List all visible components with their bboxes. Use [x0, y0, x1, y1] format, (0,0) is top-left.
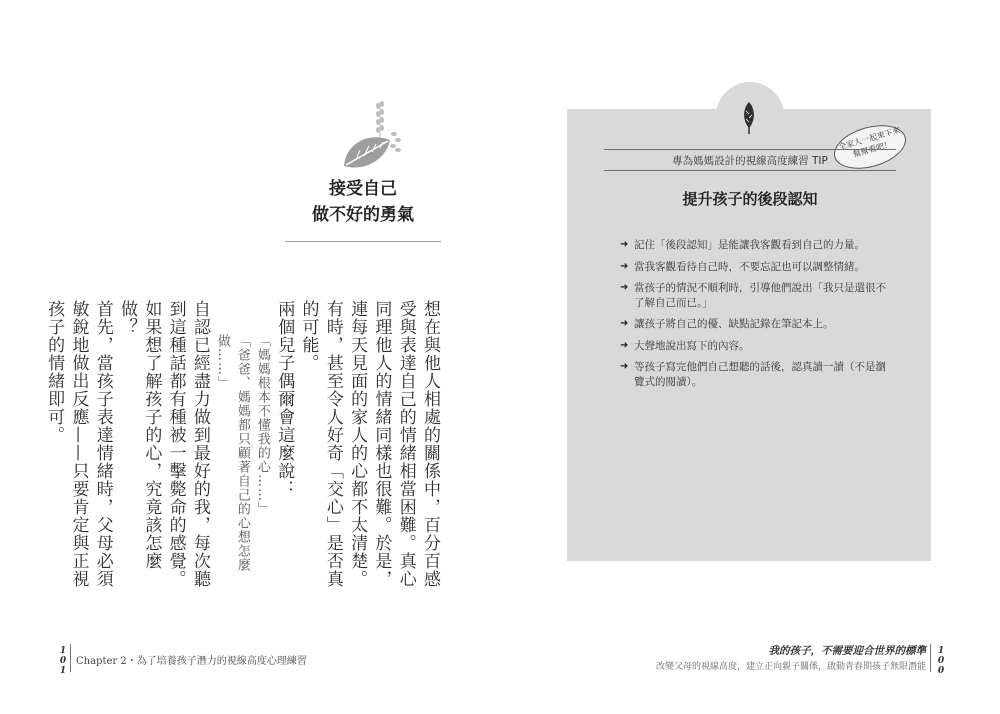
tip-label: 專為媽媽設計的視線高度練習 TIP — [672, 155, 828, 167]
speech-bubble-text: 全家人一起來下來幫幫看吧！ — [837, 125, 902, 160]
chapter-title — [285, 176, 441, 228]
arrow-bullet-icon: ➜ — [620, 282, 629, 293]
page-number-left: 1 0 1 — [59, 646, 67, 676]
tip-label-rule-bottom — [604, 170, 896, 171]
tip-text: 當孩子的情況不順利時，引導他們說出「我只是還很不了解自己而已。」 — [634, 282, 886, 309]
running-head-left: Chapter 2・為了培養孩子潛力的視線高度心理練習 — [76, 656, 307, 667]
tip-text: 大聲地說出寫下的內容。 — [634, 339, 750, 352]
tree-icon — [739, 100, 759, 136]
arrow-bullet-icon: ➜ — [620, 239, 629, 250]
arrow-bullet-icon: ➜ — [620, 361, 629, 372]
tip-text: 當我客觀看待自己時，不要忘記也可以調整情緒。 — [634, 260, 865, 273]
running-title-right: 我的孩子，不需要迎合世界的標準 — [768, 645, 926, 657]
chapter-title-line-1: 接受自己 — [329, 179, 397, 199]
arrow-bullet-icon: ➜ — [620, 339, 629, 351]
tip-text: 讓孩子將自己的優、缺點記錄在筆記本上。 — [634, 318, 834, 330]
tip-text: 記住「後段認知」是能讓我客觀看到自己的力量。 — [634, 239, 865, 251]
quote-line: 「爸爸、媽媽都只顧著自己的心想怎麼做……」 — [214, 334, 250, 572]
body-paragraph: 自認已經盡力做到最好的我，每次聽到這種話都有種被一擊斃命的感覺。如果想了解孩子的心，究竟該怎麼做？ — [117, 300, 210, 588]
tip-list — [620, 238, 892, 396]
tip-item — [620, 339, 892, 354]
tip-label-rule-top — [604, 149, 896, 150]
arrow-bullet-icon: ➜ — [620, 318, 629, 329]
vertical-body-text — [42, 300, 442, 600]
tip-text: 等孩子寫完他們自己想聽的話後，認真讀一讀（不是瀏覽式的閱讀）。 — [634, 361, 886, 388]
tip-item — [620, 260, 892, 275]
quote-line: 「媽媽根本不懂我的心……」 — [254, 334, 270, 516]
body-paragraph: 兩個兒子偶爾會這麼說： — [274, 300, 295, 498]
card-title: 提升孩子的後段認知 — [682, 190, 818, 208]
footer-divider-right — [930, 644, 931, 672]
tip-item — [620, 360, 892, 389]
running-subtitle-right: 改變父母的視線高度，建立正向親子關係，啟動青春期孩子無限潛能 — [655, 662, 926, 672]
footer-divider-left — [70, 644, 71, 672]
tip-item — [620, 317, 892, 332]
page-number-right: 1 0 0 — [937, 646, 945, 676]
body-paragraph: 想在與他人相處的關係中，百分百感受與表達自己的情緒相當困難。真心同理他人的情緒同樣也很難。於是，連每天見面的家人的心都不太清楚。有時，甚至令人好奇「交心」是否真的可能。 — [298, 300, 440, 588]
leaf-illustration-icon — [338, 94, 408, 174]
tip-item — [620, 238, 892, 253]
chapter-title-line-2: 做不好的勇氣 — [312, 205, 414, 225]
arrow-bullet-icon: ➜ — [620, 260, 629, 272]
chapter-title-rule — [285, 241, 441, 242]
body-paragraph: 首先，當孩子表達情緒時，父母必須敏銳地做出反應——只要肯定與正視孩子的情緒即可。 — [44, 300, 113, 588]
tip-item — [620, 281, 892, 310]
